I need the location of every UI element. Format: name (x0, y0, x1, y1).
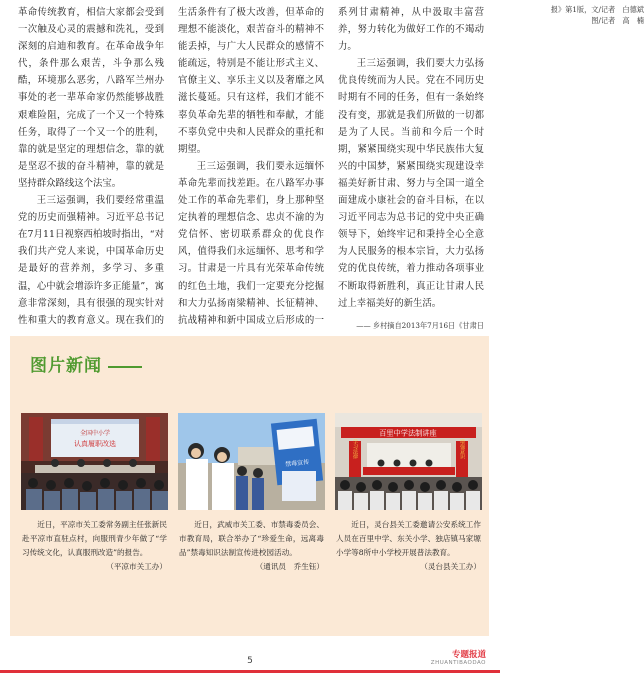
page-number: 5 (247, 656, 253, 666)
section-label (431, 648, 486, 666)
section-title-text: 图片新闻 (30, 356, 102, 376)
news-photo-campus (178, 413, 325, 510)
caption-text: 近日，平凉市关工委常务副主任张新民赴平凉市直驻点村，向服刑青少年做了“学习传统文化，认真服刑改造”的报告。 (22, 520, 167, 557)
section-label-cn: 专题报道 (451, 650, 486, 660)
caption-text: 近日，灵台县关工委邀请公安系统工作人员在百里中学、东关小学、独店镇马家塬小学等8所中小学校开展普法教育。 (336, 520, 481, 557)
credit-line: 图/记者 高 楠 (591, 16, 644, 25)
section-title (30, 351, 142, 376)
credit-line: 报》第1版，文/记者 白德斌 (550, 5, 644, 14)
news-photo-lecture (335, 413, 482, 510)
banner-text: 百里中学法制讲座 (379, 428, 437, 438)
screen-title: 全国中小学 (79, 430, 111, 437)
article-paragraph: 王三运强调，我们要经常重温党的历史而强精神。习近平总书记在7月11日视察西柏坡时指出，“对我们共产党人来说，中国革命历史是最好的营养剂，多学习、多重温，心中就会增添许多正能量”，寓意非常深刻，具有很强的现实针对性和重大的教育意义。现在我们的生活条件有了极大改善，但革命的理想不能淡化，艰苦奋斗的精神不能丢掉，与广大人民群众的感情不能疏远，特别是不能让形式主义、官僚主义、享乐主义以及奢靡之风滋长蔓延。只有这样，我们才能不辜负革命先辈的牺牲和奉献，才能不辜负党中央和人民群众的重托和期望。 (18, 7, 324, 326)
caption-source: （平凉市关工办） (106, 562, 167, 571)
credit-line: —— 乡村摘自2013年7月16日《甘肃日 (356, 320, 484, 330)
title-decoration (108, 366, 142, 368)
photo-caption (22, 518, 167, 574)
news-photo-meeting (21, 413, 168, 510)
caption-text: 近日，武威市关工委、市禁毒委员会、市教育局，联合举办了“珍爱生命，远离毒品”禁毒知识法制宣传进校园活动。 (179, 520, 324, 557)
caption-source: （通讯员 乔生钰） (255, 562, 324, 571)
screen-subtitle: 认真履职改选 (74, 440, 116, 448)
bottom-rule (0, 670, 500, 673)
banner-right: 增强意识 (459, 439, 465, 459)
caption-source: （灵台县关工办） (420, 562, 481, 571)
banner-left: 学习法律 (352, 439, 358, 459)
article-paragraph: 王三运强调，我们要大力弘扬优良传统而为人民。党在不同历史时期有不同的任务，但有一条始终没有变，那就是我们所做的一切都是为了人民。当前和今后一个时期，紧紧围绕实现中华民族伟大复兴的中国梦，紧紧围绕实现建设幸福美好新甘肃、努力与全国一道全面建成小康社会的奋斗目标，在以习近平同志为总书记的党中央正确领导下，始终牢记和秉持全心全意为人民服务的根本宗旨，大力弘扬党的优良传统，着力推动各项事业不断取得新胜利，真正让甘肃人民过上幸福美好的新生活。 (338, 58, 484, 309)
section-label-en: ZHUANTIBAODAO (430, 660, 486, 666)
photo-caption (179, 518, 324, 574)
photo-caption (336, 518, 481, 574)
board-text: 禁毒宣传 (284, 458, 310, 469)
article-paragraph: 革命传统教育，相信大家都会受到一次触及心灵的震撼和洗礼，受到深刻的启迪和教育。在革命战争年代，条件那么艰苦，斗争那么残酷，环境那么恶劣，八路军兰州办事处的老一辈革命家仍然能够战胜艰难险阻，完成了一个又一个特殊任务，取得了一个又一个的胜利，靠的就是坚定的理想信念，靠的就是坚忍不拔的奋斗精神，靠的就是坚持群众路线这个法宝。 (18, 7, 164, 189)
article-paragraph: 王三运强调，我们要永远缅怀革命先辈而找差距。在八路军办事处工作的革命先辈们，身上那种坚定执着的理想信念、忠贞不渝的为党信怀、密切联系群众的优良作风，值得我们永远缅怀、思考和学习。甘肃是一片具有光荣革命传统的红色土地，我们一定要充分挖掘和大力弘扬南梁精神、长征精神、抗战精神和新中国成立后形成的一系列甘肃精神，从中汲取丰富营养，努力转化为做好工作的不竭动力。 (178, 7, 484, 326)
photo-news-section (10, 336, 489, 636)
article-body (18, 4, 644, 334)
